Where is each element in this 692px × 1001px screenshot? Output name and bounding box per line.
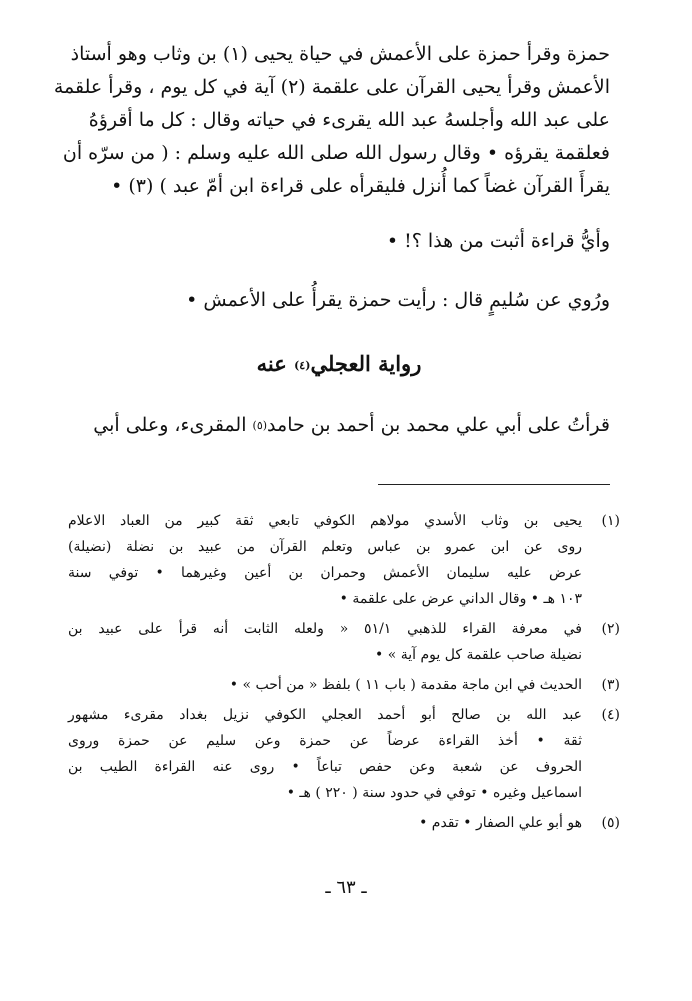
sulaym-line: ورُوي عن سُليمٍ قال : رأيت حمزة يقرأُ على الأعمش •: [186, 289, 610, 311]
footnote-number: (٣): [601, 677, 620, 693]
footnote: [68, 616, 620, 668]
footnote-line: في معرفة القراء للذهبي ٥١/١ « ولعله الثابت أنه قرأ على عبيد بن: [68, 621, 582, 637]
footnote-body: [68, 508, 582, 612]
heading-suffix: عنه: [256, 351, 295, 376]
footnote-line: ثقة • أخذ القراءة عرضاً عن حمزة وعن سليم عن حمزة وروى: [68, 733, 582, 749]
footnote: [68, 810, 620, 836]
main-line: الأعمش وقرأ يحيى القرآن على علقمة (٢) آية في كل يوم ، وقرأ علقمة: [53, 76, 610, 98]
footnote-line: هو أبو علي الصفار • تقدم •: [419, 815, 582, 831]
footnote-number: (٤): [601, 707, 620, 723]
footnote-number: (٢): [601, 621, 620, 637]
main-line: على عبد الله وأجلسهُ عبد الله يقرىء في حياته وقال : كل ما أقرؤهُ: [88, 109, 610, 131]
paragraph-text: قرأتُ على أبي علي محمد بن أحمد بن حامد: [267, 414, 610, 436]
footnote-line: روى عن ابن عمرو بن عباس وتعلم القرآن من عبيد بن نضلة (نضيلة): [68, 539, 582, 555]
heading-footnote-marker: (٤): [294, 359, 311, 372]
footnote-line: عبد الله بن صالح أبو أحمد العجلي الكوفي نزيل بغداد مقرىء مشهور: [68, 707, 582, 723]
footnote-line: يحيى بن وثاب الأسدي مولاهم الكوفي تابعي ثقة كبير من العباد الاعلام: [68, 513, 582, 529]
section-heading: [98, 347, 610, 381]
main-line: فعلقمة يقرؤه • وقال رسول الله صلى الله عليه وسلم : ( من سرّه أن: [62, 142, 610, 164]
footnote-line: عرض عليه سليمان الأعمش وحمران بن أعين وغيرهما • توفي سنة: [68, 565, 582, 581]
footnote-number: (٥): [601, 815, 620, 831]
footnote: [68, 508, 620, 612]
footnote-line: الحروف عن شعبة وعن حفص تباعاً • روى عنه القراءة الطيب بن: [68, 759, 582, 775]
heading-text: رواية العجلي: [310, 351, 422, 376]
question-line: وأيُّ قراءة أثبت من هذا ؟! •: [386, 230, 610, 252]
paragraph-footnote-marker: (٥): [252, 419, 268, 432]
footnote-body: [68, 810, 582, 836]
page-number: ـ ٦٣ ـ: [325, 877, 367, 898]
footnote-number: (١): [601, 513, 620, 529]
footnote-body: [68, 702, 582, 806]
main-line: يقرأَ القرآن غضاً كما أُنزل فليقرأه على قراءة ابن أمّ عبد ) (٣) •: [111, 175, 610, 197]
footnotes: [68, 508, 620, 840]
footnote-separator: [378, 484, 610, 485]
footnote-body: [68, 672, 582, 698]
spacer: [98, 258, 610, 284]
footnote: [68, 702, 620, 806]
paragraph-suffix: المقرىء، وعلى أبي: [93, 414, 253, 436]
footnote: [68, 672, 620, 698]
main-text: [53, 38, 610, 442]
footnote-line: الحديث في ابن ماجة مقدمة ( باب ١١ ) بلفظ « من أحب » •: [229, 677, 582, 693]
footnote-line: نضيلة صاحب علقمة كل يوم آية » •: [375, 647, 582, 663]
footnote-body: [68, 616, 582, 668]
footnote-line: اسماعيل وغيره • توفي في حدود سنة ( ٢٢٠ ) هـ •: [286, 785, 582, 801]
main-line: حمزة وقرأ حمزة على الأعمش في حياة يحيى (١) بن وثاب وهو أستاذ: [70, 43, 610, 65]
spacer: [98, 203, 610, 225]
footnote-line: ١٠٣ هـ • وقال الداني عرض على علقمة •: [339, 591, 582, 607]
paragraph-after-heading: [93, 409, 610, 442]
